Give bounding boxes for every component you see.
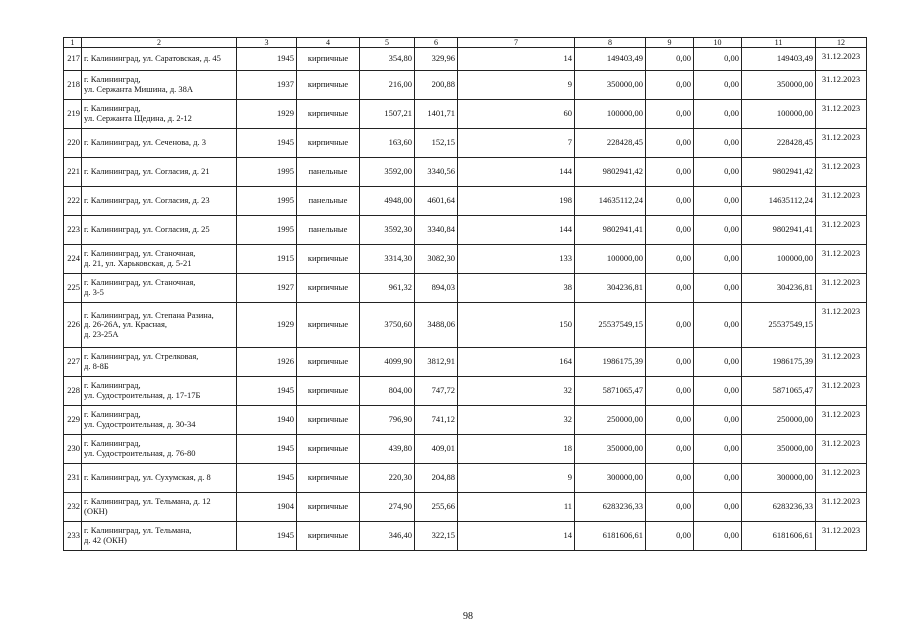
residents-cell: 144 xyxy=(458,158,575,187)
row-number: 230 xyxy=(64,435,82,464)
column-header-6: 6 xyxy=(415,38,458,48)
row-number: 227 xyxy=(64,348,82,377)
total-area-cell: 274,90 xyxy=(360,493,415,522)
total-cost-cell: 100000,00 xyxy=(575,245,646,274)
date-cell: 31.12.2023 xyxy=(816,187,867,216)
table-row xyxy=(64,48,867,71)
total-area-cell: 216,00 xyxy=(360,71,415,100)
material-cell: кирпичные xyxy=(297,348,360,377)
residents-cell: 14 xyxy=(458,522,575,551)
table-row xyxy=(64,522,867,551)
living-area-cell: 3812,91 xyxy=(415,348,458,377)
living-area-cell: 1401,71 xyxy=(415,100,458,129)
residents-cell: 133 xyxy=(458,245,575,274)
material-cell: кирпичные xyxy=(297,464,360,493)
col10-cell: 0,00 xyxy=(694,187,742,216)
address-cell: г. Калининград, ул. Стрелковая, д. 8-8Б xyxy=(82,348,237,377)
date-cell: 31.12.2023 xyxy=(816,48,867,71)
row-number: 222 xyxy=(64,187,82,216)
year-cell: 1940 xyxy=(237,406,297,435)
year-cell: 1926 xyxy=(237,348,297,377)
living-area-cell: 322,15 xyxy=(415,522,458,551)
col9-cell: 0,00 xyxy=(646,464,694,493)
col10-cell: 0,00 xyxy=(694,245,742,274)
material-cell: кирпичные xyxy=(297,71,360,100)
col10-cell: 0,00 xyxy=(694,71,742,100)
col11-cell: 100000,00 xyxy=(742,100,816,129)
column-header-1: 1 xyxy=(64,38,82,48)
table-row xyxy=(64,187,867,216)
row-number: 224 xyxy=(64,245,82,274)
date-cell: 31.12.2023 xyxy=(816,71,867,100)
material-cell: кирпичные xyxy=(297,129,360,158)
residents-cell: 9 xyxy=(458,464,575,493)
living-area-cell: 3340,84 xyxy=(415,216,458,245)
residents-cell: 32 xyxy=(458,377,575,406)
col11-cell: 350000,00 xyxy=(742,71,816,100)
table-row xyxy=(64,303,867,348)
table-row xyxy=(64,377,867,406)
residents-cell: 198 xyxy=(458,187,575,216)
total-cost-cell: 6181606,61 xyxy=(575,522,646,551)
address-cell: г. Калининград, ул. Согласия, д. 25 xyxy=(82,216,237,245)
material-cell: кирпичные xyxy=(297,493,360,522)
total-area-cell: 346,40 xyxy=(360,522,415,551)
col11-cell: 228428,45 xyxy=(742,129,816,158)
col11-cell: 250000,00 xyxy=(742,406,816,435)
total-area-cell: 163,60 xyxy=(360,129,415,158)
total-area-cell: 3750,60 xyxy=(360,303,415,348)
residents-cell: 18 xyxy=(458,435,575,464)
material-cell: кирпичные xyxy=(297,377,360,406)
total-cost-cell: 25537549,15 xyxy=(575,303,646,348)
living-area-cell: 3340,56 xyxy=(415,158,458,187)
col11-cell: 149403,49 xyxy=(742,48,816,71)
total-area-cell: 804,00 xyxy=(360,377,415,406)
total-area-cell: 1507,21 xyxy=(360,100,415,129)
material-cell: панельные xyxy=(297,158,360,187)
row-number: 231 xyxy=(64,464,82,493)
total-cost-cell: 304236,81 xyxy=(575,274,646,303)
date-cell: 31.12.2023 xyxy=(816,348,867,377)
address-cell: г. Калининград, ул. Тельмана, д. 42 (ОКН) xyxy=(82,522,237,551)
year-cell: 1929 xyxy=(237,303,297,348)
row-number: 229 xyxy=(64,406,82,435)
residents-cell: 11 xyxy=(458,493,575,522)
date-cell: 31.12.2023 xyxy=(816,493,867,522)
column-header-2: 2 xyxy=(82,38,237,48)
col10-cell: 0,00 xyxy=(694,377,742,406)
row-number: 218 xyxy=(64,71,82,100)
living-area-cell: 200,88 xyxy=(415,71,458,100)
column-number-row xyxy=(64,38,867,48)
material-cell: панельные xyxy=(297,216,360,245)
col11-cell: 6283236,33 xyxy=(742,493,816,522)
living-area-cell: 255,66 xyxy=(415,493,458,522)
residents-cell: 38 xyxy=(458,274,575,303)
col11-cell: 350000,00 xyxy=(742,435,816,464)
date-cell: 31.12.2023 xyxy=(816,245,867,274)
col9-cell: 0,00 xyxy=(646,303,694,348)
total-cost-cell: 9802941,41 xyxy=(575,216,646,245)
col9-cell: 0,00 xyxy=(646,406,694,435)
date-cell: 31.12.2023 xyxy=(816,274,867,303)
residents-cell: 60 xyxy=(458,100,575,129)
date-cell: 31.12.2023 xyxy=(816,303,867,348)
col9-cell: 0,00 xyxy=(646,187,694,216)
address-cell: г. Калининград, ул. Судостроительная, д. 30-34 xyxy=(82,406,237,435)
date-cell: 31.12.2023 xyxy=(816,129,867,158)
material-cell: кирпичные xyxy=(297,274,360,303)
total-area-cell: 796,90 xyxy=(360,406,415,435)
total-area-cell: 439,80 xyxy=(360,435,415,464)
col11-cell: 300000,00 xyxy=(742,464,816,493)
material-cell: кирпичные xyxy=(297,303,360,348)
table-row xyxy=(64,406,867,435)
col10-cell: 0,00 xyxy=(694,493,742,522)
living-area-cell: 204,88 xyxy=(415,464,458,493)
table-row xyxy=(64,245,867,274)
material-cell: панельные xyxy=(297,187,360,216)
col10-cell: 0,00 xyxy=(694,303,742,348)
col11-cell: 6181606,61 xyxy=(742,522,816,551)
material-cell: кирпичные xyxy=(297,522,360,551)
column-header-3: 3 xyxy=(237,38,297,48)
column-header-5: 5 xyxy=(360,38,415,48)
col11-cell: 1986175,39 xyxy=(742,348,816,377)
year-cell: 1945 xyxy=(237,522,297,551)
residents-cell: 150 xyxy=(458,303,575,348)
col10-cell: 0,00 xyxy=(694,158,742,187)
living-area-cell: 894,03 xyxy=(415,274,458,303)
total-area-cell: 354,80 xyxy=(360,48,415,71)
row-number: 225 xyxy=(64,274,82,303)
table-row xyxy=(64,493,867,522)
living-area-cell: 329,96 xyxy=(415,48,458,71)
column-header-4: 4 xyxy=(297,38,360,48)
material-cell: кирпичные xyxy=(297,245,360,274)
living-area-cell: 4601,64 xyxy=(415,187,458,216)
col9-cell: 0,00 xyxy=(646,245,694,274)
total-area-cell: 4948,00 xyxy=(360,187,415,216)
year-cell: 1945 xyxy=(237,129,297,158)
column-header-12: 12 xyxy=(816,38,867,48)
col11-cell: 9802941,41 xyxy=(742,216,816,245)
col11-cell: 100000,00 xyxy=(742,245,816,274)
col9-cell: 0,00 xyxy=(646,216,694,245)
total-cost-cell: 5871065,47 xyxy=(575,377,646,406)
address-cell: г. Калининград, ул. Согласия, д. 23 xyxy=(82,187,237,216)
date-cell: 31.12.2023 xyxy=(816,406,867,435)
address-cell: г. Калининград, ул. Сухумская, д. 8 xyxy=(82,464,237,493)
column-header-8: 8 xyxy=(575,38,646,48)
living-area-cell: 152,15 xyxy=(415,129,458,158)
residents-cell: 164 xyxy=(458,348,575,377)
row-number: 228 xyxy=(64,377,82,406)
col11-cell: 14635112,24 xyxy=(742,187,816,216)
table-row xyxy=(64,129,867,158)
col10-cell: 0,00 xyxy=(694,274,742,303)
total-area-cell: 3592,30 xyxy=(360,216,415,245)
col10-cell: 0,00 xyxy=(694,129,742,158)
col11-cell: 9802941,42 xyxy=(742,158,816,187)
total-area-cell: 961,32 xyxy=(360,274,415,303)
year-cell: 1904 xyxy=(237,493,297,522)
address-cell: г. Калининград, ул. Степана Разина, д. 26-26А, ул. Красная, д. 23-25А xyxy=(82,303,237,348)
year-cell: 1937 xyxy=(237,71,297,100)
row-number: 232 xyxy=(64,493,82,522)
col10-cell: 0,00 xyxy=(694,100,742,129)
date-cell: 31.12.2023 xyxy=(816,435,867,464)
table-row xyxy=(64,100,867,129)
total-cost-cell: 6283236,33 xyxy=(575,493,646,522)
total-cost-cell: 350000,00 xyxy=(575,435,646,464)
address-cell: г. Калининград, ул. Сержанта Мишина, д. 38А xyxy=(82,71,237,100)
table-row xyxy=(64,464,867,493)
col11-cell: 25537549,15 xyxy=(742,303,816,348)
total-cost-cell: 1986175,39 xyxy=(575,348,646,377)
date-cell: 31.12.2023 xyxy=(816,216,867,245)
col9-cell: 0,00 xyxy=(646,100,694,129)
total-area-cell: 220,30 xyxy=(360,464,415,493)
row-number: 217 xyxy=(64,48,82,71)
col10-cell: 0,00 xyxy=(694,522,742,551)
table-row xyxy=(64,71,867,100)
address-cell: г. Калининград, ул. Станочная, д. 21, ул. Харьковская, д. 5-21 xyxy=(82,245,237,274)
table-body xyxy=(64,48,867,551)
total-area-cell: 3314,30 xyxy=(360,245,415,274)
total-cost-cell: 14635112,24 xyxy=(575,187,646,216)
col9-cell: 0,00 xyxy=(646,274,694,303)
column-header-11: 11 xyxy=(742,38,816,48)
table-row xyxy=(64,435,867,464)
year-cell: 1945 xyxy=(237,464,297,493)
residents-cell: 32 xyxy=(458,406,575,435)
col9-cell: 0,00 xyxy=(646,493,694,522)
year-cell: 1945 xyxy=(237,48,297,71)
living-area-cell: 409,01 xyxy=(415,435,458,464)
col11-cell: 304236,81 xyxy=(742,274,816,303)
col10-cell: 0,00 xyxy=(694,48,742,71)
col9-cell: 0,00 xyxy=(646,348,694,377)
row-number: 223 xyxy=(64,216,82,245)
address-cell: г. Калининград, ул. Судостроительная, д. 76-80 xyxy=(82,435,237,464)
table-row xyxy=(64,216,867,245)
col9-cell: 0,00 xyxy=(646,48,694,71)
residents-cell: 14 xyxy=(458,48,575,71)
row-number: 221 xyxy=(64,158,82,187)
total-cost-cell: 228428,45 xyxy=(575,129,646,158)
column-header-10: 10 xyxy=(694,38,742,48)
living-area-cell: 747,72 xyxy=(415,377,458,406)
year-cell: 1927 xyxy=(237,274,297,303)
total-cost-cell: 149403,49 xyxy=(575,48,646,71)
residents-cell: 9 xyxy=(458,71,575,100)
column-header-7: 7 xyxy=(458,38,575,48)
col10-cell: 0,00 xyxy=(694,435,742,464)
date-cell: 31.12.2023 xyxy=(816,158,867,187)
total-area-cell: 4099,90 xyxy=(360,348,415,377)
col9-cell: 0,00 xyxy=(646,158,694,187)
living-area-cell: 3082,30 xyxy=(415,245,458,274)
col9-cell: 0,00 xyxy=(646,377,694,406)
row-number: 226 xyxy=(64,303,82,348)
col10-cell: 0,00 xyxy=(694,216,742,245)
date-cell: 31.12.2023 xyxy=(816,522,867,551)
table-row xyxy=(64,158,867,187)
total-cost-cell: 9802941,42 xyxy=(575,158,646,187)
material-cell: кирпичные xyxy=(297,406,360,435)
material-cell: кирпичные xyxy=(297,435,360,464)
address-cell: г. Калининград, ул. Станочная, д. 3-5 xyxy=(82,274,237,303)
col9-cell: 0,00 xyxy=(646,71,694,100)
address-cell: г. Калининград, ул. Тельмана, д. 12 (ОКН) xyxy=(82,493,237,522)
year-cell: 1995 xyxy=(237,158,297,187)
row-number: 233 xyxy=(64,522,82,551)
material-cell: кирпичные xyxy=(297,100,360,129)
material-cell: кирпичные xyxy=(297,48,360,71)
col10-cell: 0,00 xyxy=(694,348,742,377)
year-cell: 1995 xyxy=(237,216,297,245)
col10-cell: 0,00 xyxy=(694,464,742,493)
living-area-cell: 741,12 xyxy=(415,406,458,435)
date-cell: 31.12.2023 xyxy=(816,464,867,493)
residents-cell: 144 xyxy=(458,216,575,245)
col10-cell: 0,00 xyxy=(694,406,742,435)
year-cell: 1945 xyxy=(237,377,297,406)
address-cell: г. Калининград, ул. Сеченова, д. 3 xyxy=(82,129,237,158)
address-cell: г. Калининград, ул. Саратовская, д. 45 xyxy=(82,48,237,71)
page-number: 98 xyxy=(463,611,473,622)
year-cell: 1945 xyxy=(237,435,297,464)
residents-cell: 7 xyxy=(458,129,575,158)
row-number: 219 xyxy=(64,100,82,129)
year-cell: 1995 xyxy=(237,187,297,216)
total-cost-cell: 250000,00 xyxy=(575,406,646,435)
total-cost-cell: 300000,00 xyxy=(575,464,646,493)
col9-cell: 0,00 xyxy=(646,435,694,464)
col9-cell: 0,00 xyxy=(646,522,694,551)
date-cell: 31.12.2023 xyxy=(816,100,867,129)
total-area-cell: 3592,00 xyxy=(360,158,415,187)
housing-register-table xyxy=(63,37,867,551)
date-cell: 31.12.2023 xyxy=(816,377,867,406)
col9-cell: 0,00 xyxy=(646,129,694,158)
address-cell: г. Калининград, ул. Сержанта Щедина, д. 2-12 xyxy=(82,100,237,129)
year-cell: 1929 xyxy=(237,100,297,129)
col11-cell: 5871065,47 xyxy=(742,377,816,406)
table-row xyxy=(64,348,867,377)
total-cost-cell: 350000,00 xyxy=(575,71,646,100)
address-cell: г. Калининград, ул. Согласия, д. 21 xyxy=(82,158,237,187)
total-cost-cell: 100000,00 xyxy=(575,100,646,129)
address-cell: г. Калининград, ул. Судостроительная, д. 17-17Б xyxy=(82,377,237,406)
row-number: 220 xyxy=(64,129,82,158)
column-header-9: 9 xyxy=(646,38,694,48)
year-cell: 1915 xyxy=(237,245,297,274)
living-area-cell: 3488,06 xyxy=(415,303,458,348)
table-row xyxy=(64,274,867,303)
